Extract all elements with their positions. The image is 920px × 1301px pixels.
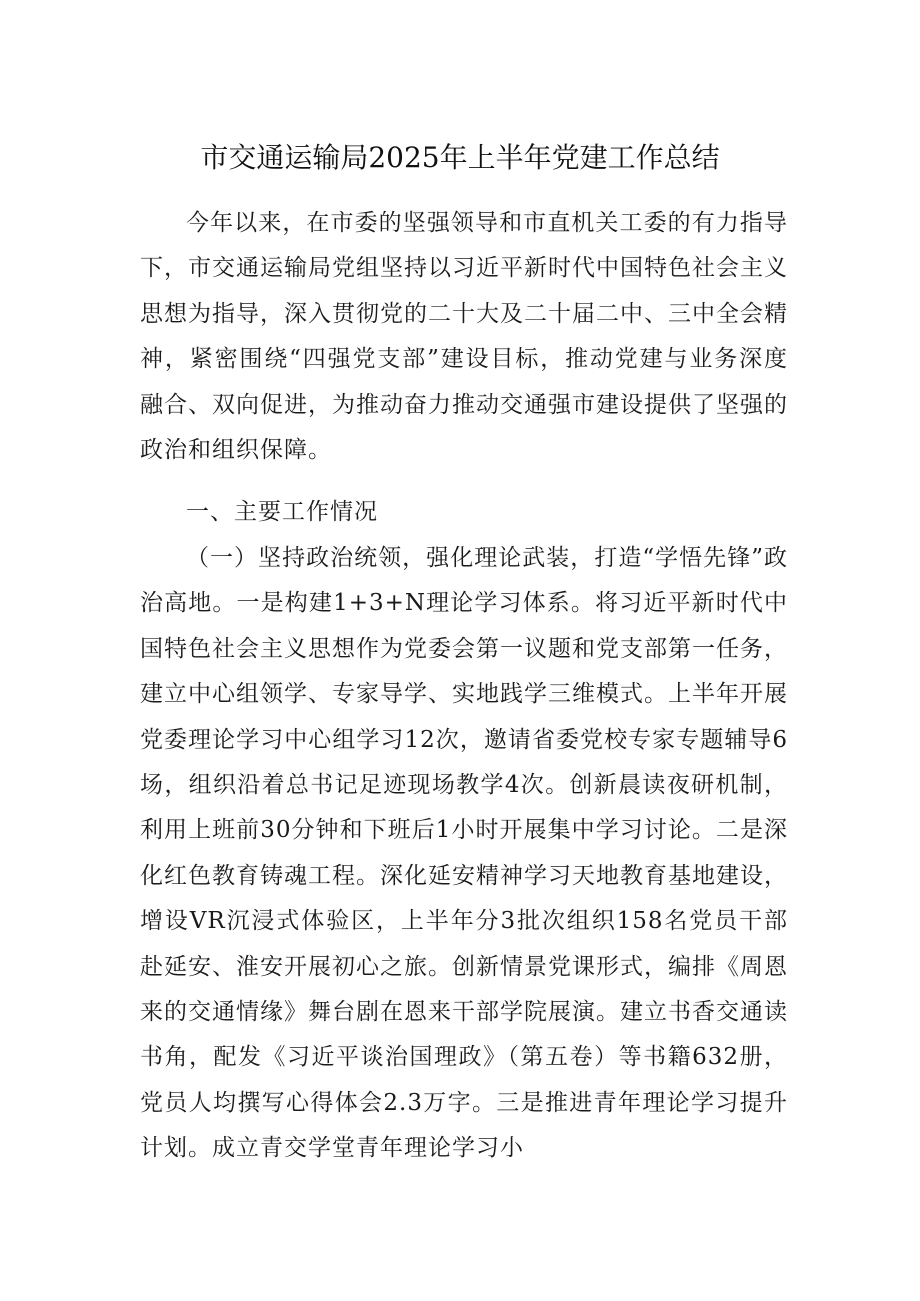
section-paragraph: （一）坚持政治统领，强化理论武装，打造“学悟先锋”政治高地。一是构建1+3+N理论学习体系。将习近平新时代中国特色社会主义思想作为党委会第一议题和党支部第一任务，建立中心组领学、专家导学、实地践学三维模式。上半年开展党委理论学习中心组学习12次，邀请省委党校专家专题辅导6场，组织沿着总书记足迹现场教学4次。创新晨读夜研机制，利用上班前30分钟和下班后1小时开展集中学习讨论。二是深化红色教育铸魂工程。深化延安精神学习天地教育基地建设，增设VR沉浸式体验区，上半年分3批次组织158名党员干部赴延安、淮安开展初心之旅。创新情景党课形式，编排《周恩来的交通情缘》舞台剧在恩来干部学院展演。建立书香交通读书角，配发《习近平谈治国理政》（第五卷）等书籍632册，党员人均撰写心得体会2.3万字。三是推进青年理论学习提升计划。成立青交学堂青年理论学习小 (140, 545, 788, 1162)
document-title: 市交通运输局2025年上半年党建工作总结 (200, 141, 720, 174)
intro-paragraph: 今年以来，在市委的坚强领导和市直机关工委的有力指导下，市交通运输局党组坚持以习近平新时代中国特色社会主义思想为指导，深入贯彻党的二十大及二十届二中、三中全会精神，紧密围绕“四强党支部”建设目标，推动党建与业务深度融合、双向促进，为推动奋力推动交通强市建设提供了坚强的政治和组织保障。 (140, 210, 788, 464)
section-heading: 一、主要工作情况 (186, 499, 378, 525)
